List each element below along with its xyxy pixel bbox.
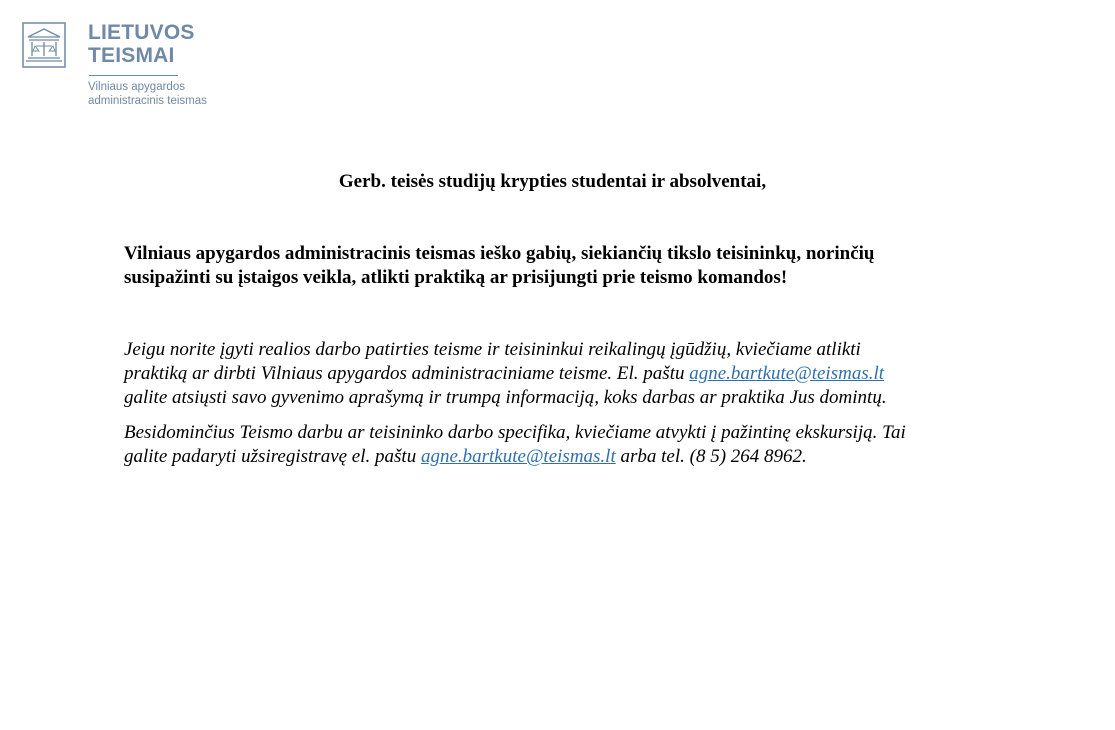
logo-title-line2: TEISMAI [88,44,175,67]
logo-title [88,21,195,67]
excursion-phone-text: arba tel. (8 5) 264 8962. [615,446,807,467]
logo-subtitle-line1: Vilniaus apygardos [88,81,185,93]
excursion-line-2-text: galite padaryti užsiregistravę el. paštu [124,446,421,467]
excursion-line-1: Besidominčius Teismo darbu ar teisininko darbo specifika, kviečiame atvykti į pažintinę ekskursiją. Tai [124,422,906,443]
internship-line-2 [124,362,1064,386]
greeting-heading: Gerb. teisės studijų krypties studentai ir absolventai, [338,171,767,192]
logo-subtitle [88,80,207,108]
internship-paragraph [124,338,1064,410]
logo-subtitle-line2: administracinis teismas [88,95,207,107]
internship-line-3: galite atsiųsti savo gyvenimo aprašymą ir trumpą informaciją, koks darbas ar praktika Jus domintų. [124,387,887,408]
email-link[interactable]: agne.bartkute@teismas.lt [689,363,885,384]
logo-divider [89,75,178,76]
excursion-line-2 [124,445,1064,469]
excursion-email-link[interactable]: agne.bartkute@teismas.lt [420,446,616,467]
court-building-icon [22,22,66,68]
intro-line-1: Vilniaus apygardos administracinis teismas ieško gabių, siekiančių tikslo teisininkų, norinčių [124,243,875,264]
internship-line-1: Jeigu norite įgyti realios darbo patirties teisme ir teisininkui reikalingų įgūdžių, kviečiame atlikti [124,339,861,360]
logo-title-line1: LIETUVOS [88,21,195,44]
internship-line-2-text: praktiką ar dirbti Vilniaus apygardos administraciniame teisme. El. paštu [124,363,690,384]
intro-line-2: susipažinti su įstaigos veikla, atlikti praktiką ar prisijungti prie teismo komandos! [124,267,788,288]
excursion-paragraph [124,421,1064,469]
intro-paragraph [124,242,1024,290]
court-logo [22,21,222,113]
